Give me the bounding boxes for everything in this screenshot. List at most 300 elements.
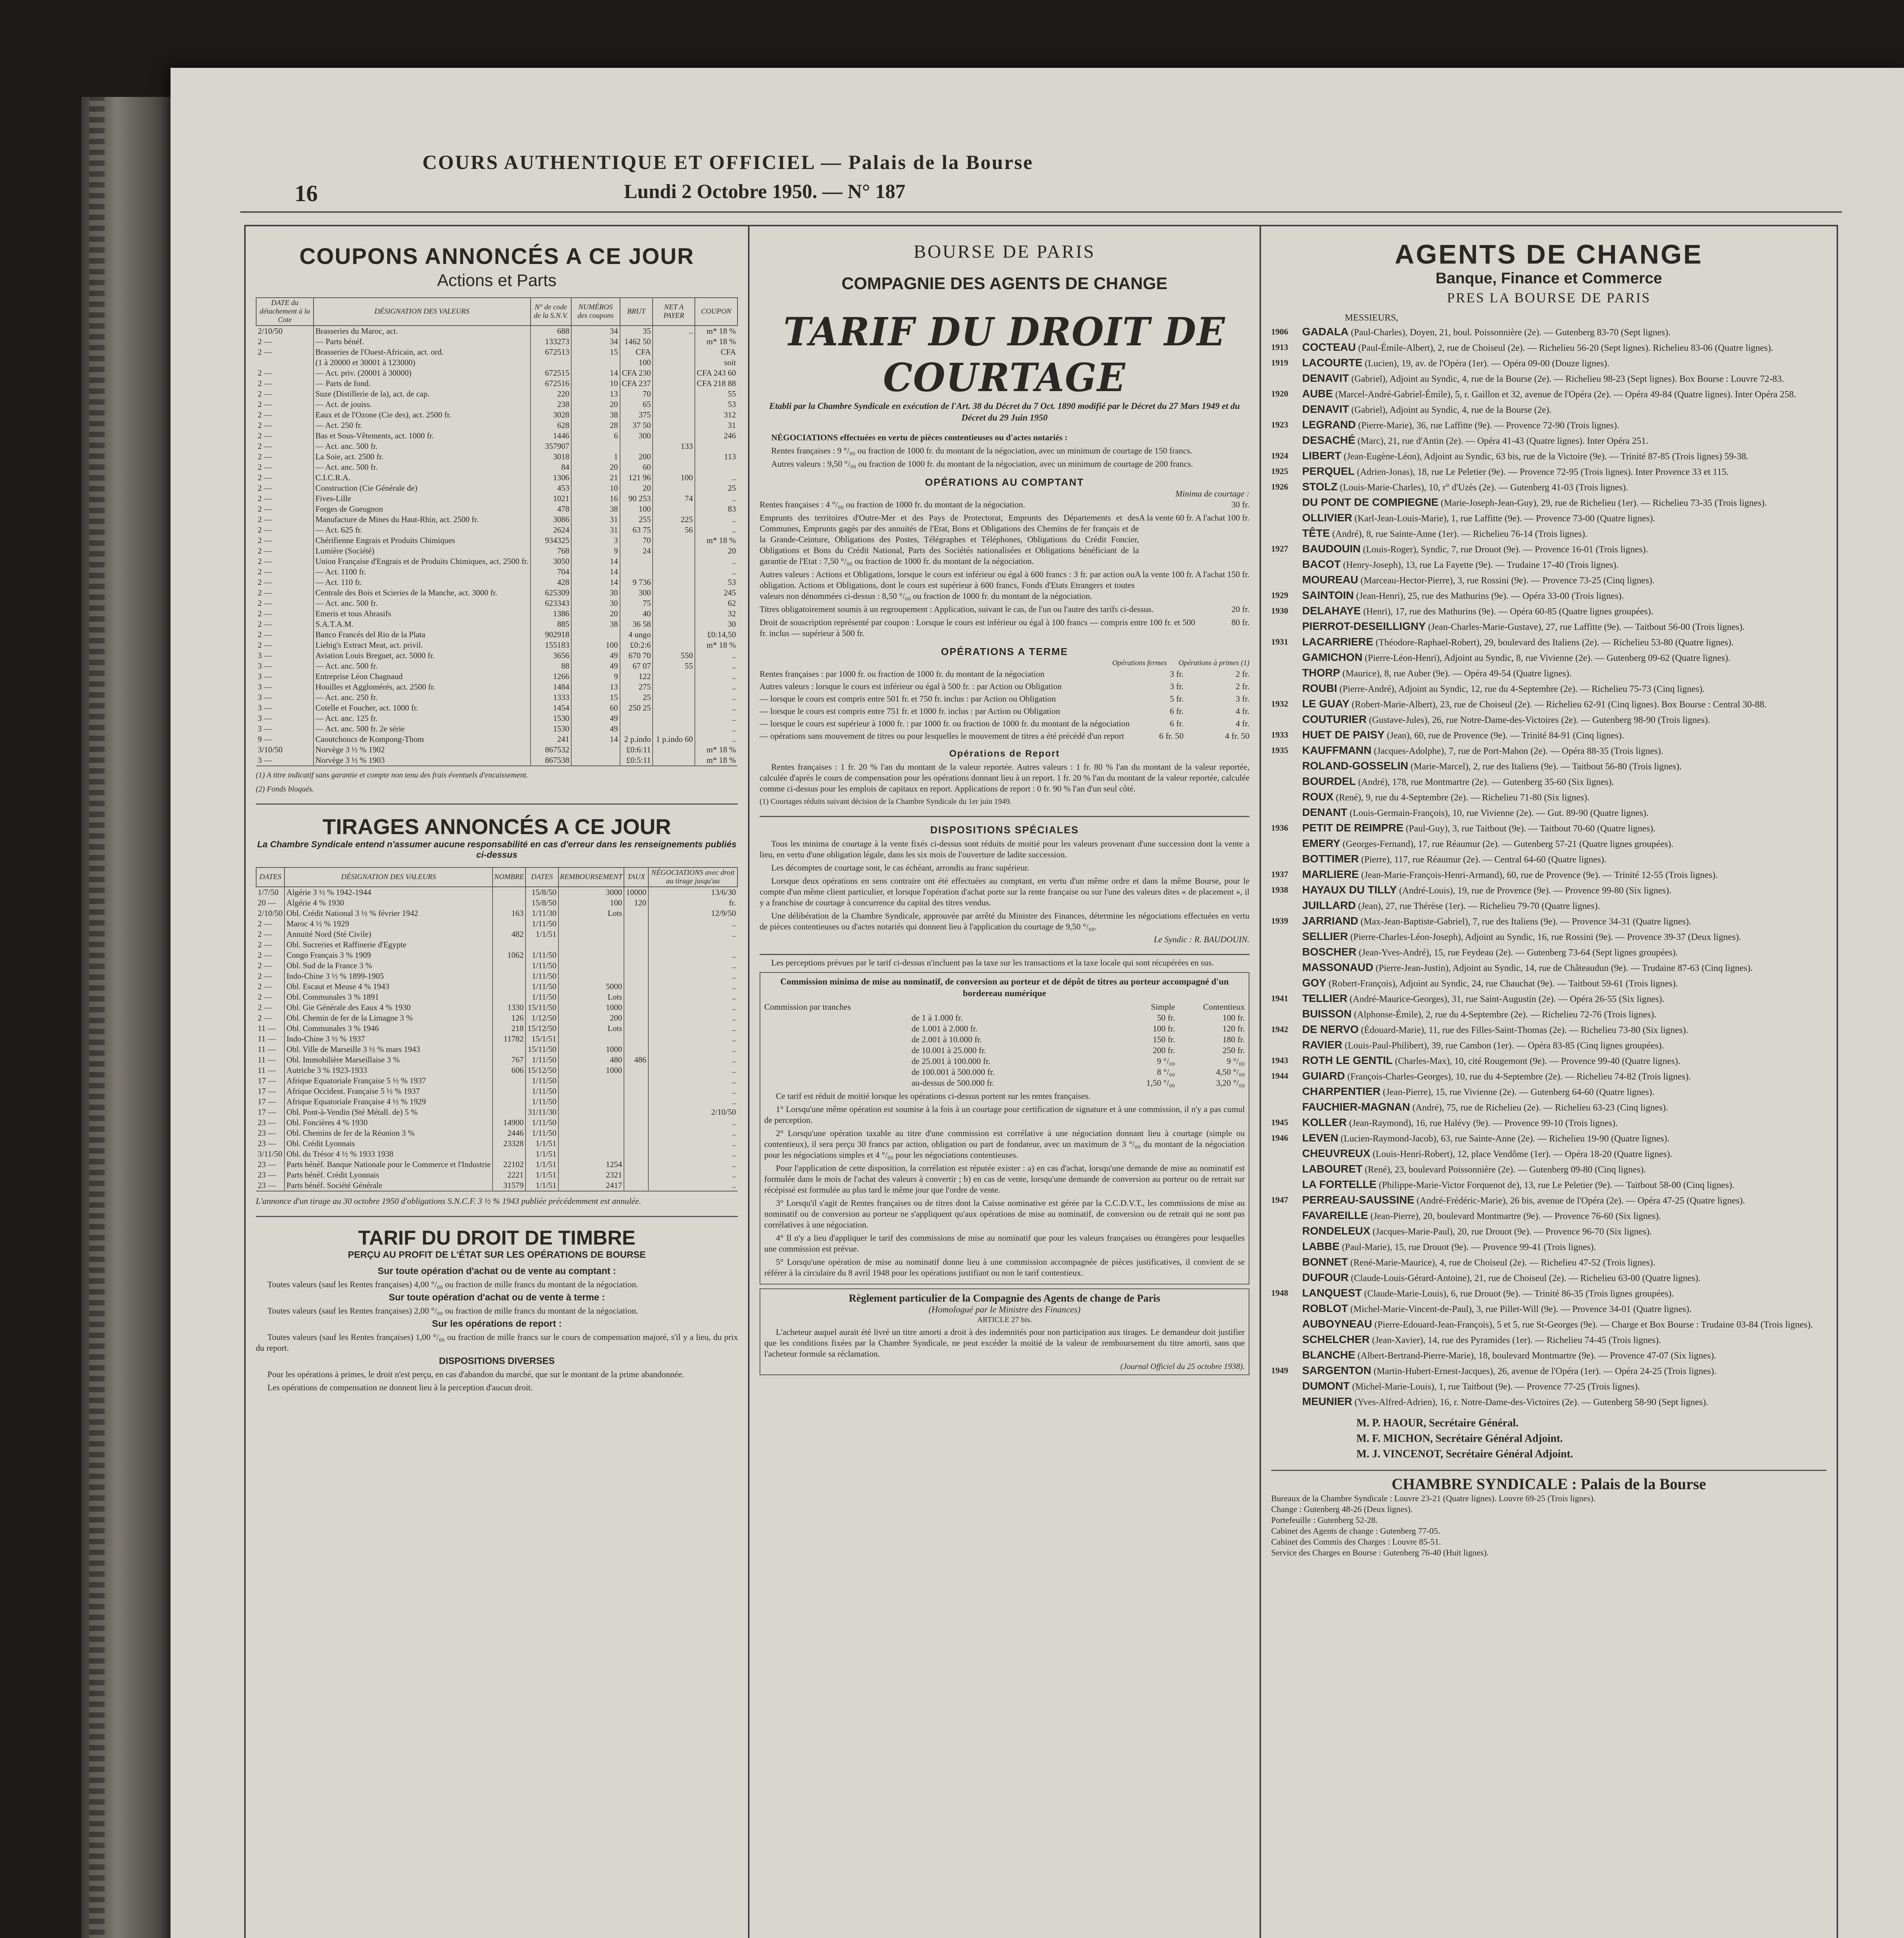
table-cell: 1254 xyxy=(558,1159,624,1170)
table-cell: 3 — xyxy=(258,703,272,712)
table-cell: 126 xyxy=(493,1013,526,1023)
agent-address: (Jean), 27, rue Thérèse (1er). — Richelieu 79-70 (Quatre lignes). xyxy=(1358,901,1600,911)
agent-details xyxy=(1302,1271,1826,1285)
table-cell xyxy=(526,940,558,950)
table-cell: 672513 xyxy=(531,347,572,357)
table-cell: .. xyxy=(653,326,694,336)
table-row xyxy=(256,960,737,971)
table-cell xyxy=(493,1097,526,1107)
table-cell: 15/12/50 xyxy=(526,1023,558,1034)
tirages-note: L'annonce d'un tirage au 30 octobre 1950 d'obligations S.N.C.F. 3 ½ % 1943 publiée précédemment est annulée. xyxy=(256,1196,641,1206)
timbre-title: TARIF DU DROIT DE TIMBRE xyxy=(358,1227,636,1249)
table-row xyxy=(256,1023,737,1034)
commission-row xyxy=(764,1067,1245,1078)
table-cell: 30 xyxy=(571,598,620,609)
table-cell: — Act. anc. 500 fr. xyxy=(314,661,531,671)
agent-year: 1927 xyxy=(1271,544,1288,553)
table-cell: 2 — xyxy=(258,578,272,587)
table-cell: 25 xyxy=(620,692,653,703)
table-cell xyxy=(558,950,624,960)
table-cell: Lots xyxy=(558,1023,624,1034)
terme-row xyxy=(760,681,1249,692)
table-cell: 1/11/50 xyxy=(526,960,558,971)
table-cell: 3028 xyxy=(531,410,572,420)
commission-values xyxy=(1129,1045,1245,1056)
table-cell: 17 — xyxy=(258,1086,276,1096)
agent-year: 1947 xyxy=(1271,1195,1288,1205)
agent-name: LANQUEST xyxy=(1302,1287,1362,1299)
table-cell: Parts bénéf. Banque Nationale pour le Commerce et l'Industrie xyxy=(284,1159,493,1170)
commission-simple-value: 200 fr. xyxy=(1153,1045,1175,1055)
minima-header-row xyxy=(760,488,1249,499)
agent-details xyxy=(1302,1209,1826,1222)
table-cell: Manufacture de Mines du Haut-Rhin, act. 2500 fr. xyxy=(314,514,531,525)
agent-details xyxy=(1302,1023,1826,1036)
table-row xyxy=(256,462,737,472)
table-row xyxy=(256,399,737,410)
commission-row xyxy=(764,1045,1245,1056)
agent-name: RAVIER xyxy=(1302,1039,1342,1051)
table-row xyxy=(256,1170,737,1180)
agent-year: 1939 xyxy=(1271,916,1288,926)
table-cell: .. xyxy=(695,661,737,671)
commission-values xyxy=(1129,1056,1245,1067)
table-cell: 31/11/30 xyxy=(526,1107,558,1117)
table-row xyxy=(256,745,737,755)
col-nego: NÉGOCIATIONS avec droit au tirage jusqu'au xyxy=(648,867,737,887)
table-cell: Lots xyxy=(558,908,624,919)
agent-name: GAMICHON xyxy=(1302,651,1363,663)
agent-name: LACOURTE xyxy=(1302,357,1363,369)
commission-range: de 2.001 à 10.000 fr. xyxy=(912,1035,982,1044)
table-cell xyxy=(653,504,694,514)
table-cell: 38 xyxy=(571,504,620,514)
agent-address: (Jean-Pierre), 15, rue Vivienne (2e). — Gutenberg 64-60 (Quatre lignes). xyxy=(1383,1087,1655,1097)
table-cell: Obl. Crédit Lyonnais xyxy=(284,1138,493,1149)
table-cell: S.A.T.A.M. xyxy=(314,619,531,629)
table-cell: 113 xyxy=(695,452,737,462)
table-cell: 670 70 xyxy=(620,650,653,661)
agent-address: (André-Maurice-Georges), 31, rue Saint-Augustin (2e). — Opéra 26-55 (Six lignes). xyxy=(1349,994,1664,1004)
agent-name: GOY xyxy=(1302,977,1327,989)
table-cell: 30 xyxy=(571,588,620,598)
table-cell xyxy=(653,671,694,682)
table-cell: .. xyxy=(695,556,737,567)
agent-year xyxy=(1271,930,1302,943)
agent-details xyxy=(1302,419,1826,432)
reglement-ref: (Journal Officiel du 25 octobre 1938). xyxy=(1120,1362,1245,1371)
table-row xyxy=(256,598,737,609)
terme-ferme-value: 5 fr. xyxy=(1170,694,1184,703)
table-cell xyxy=(624,1107,648,1117)
agent-address: (Marc), 21, rue d'Antin (2e). — Opéra 41-43 (Quatre lignes). Inter Opéra 251. xyxy=(1357,436,1648,446)
agent-entry xyxy=(1271,527,1826,540)
agent-details xyxy=(1302,1147,1826,1160)
table-cell: 2 — xyxy=(258,567,272,576)
table-cell: 11 — xyxy=(258,1066,276,1075)
table-cell: 1/11/50 xyxy=(526,1097,558,1107)
terme-ferme-value: 6 fr. xyxy=(1170,719,1184,728)
coupons-rows xyxy=(256,326,737,766)
table-cell: 218 xyxy=(493,1023,526,1034)
terme-row xyxy=(760,669,1249,679)
issue-date: Lundi 2 Octobre 1950. — N° 187 xyxy=(624,181,906,203)
table-cell: 867538 xyxy=(531,755,572,766)
report-title: Opérations de Report xyxy=(949,748,1060,759)
table-cell xyxy=(653,420,694,431)
table-cell: Obl. Ville de Marseille 3 ½ % mars 1943 xyxy=(284,1044,493,1055)
table-row xyxy=(256,981,737,992)
table-cell: Emeris et tous Abrasifs xyxy=(314,609,531,619)
commission-title: Commission minima de mise au nominatif, de conversion au porteur et de dépôt de titres au porteur accompagné d'un bordereau numérique xyxy=(780,977,1229,998)
table-cell: 25 xyxy=(695,483,737,493)
table-cell: .. xyxy=(648,1149,737,1159)
commission-contentieux: Contentieux xyxy=(1203,1002,1245,1012)
agent-entry xyxy=(1271,450,1826,463)
agent-details xyxy=(1302,1364,1826,1378)
commission-range: de 10.001 à 25.000 fr. xyxy=(912,1045,986,1055)
table-cell: 1/1/51 xyxy=(526,1149,558,1159)
table-row xyxy=(256,452,737,462)
commission-values xyxy=(1129,1067,1245,1078)
commission-values xyxy=(1129,1012,1245,1023)
table-row xyxy=(256,556,737,567)
agent-entry xyxy=(1271,651,1826,664)
table-cell: Suze (Distillerie de la), act. de cap. xyxy=(314,389,531,399)
table-cell: (1 à 20000 et 30001 à 123000) xyxy=(314,357,531,368)
table-cell: Norvège 3 ½ % 1903 xyxy=(314,755,531,766)
table-row xyxy=(256,577,737,588)
agent-details xyxy=(1302,651,1826,664)
agent-entry xyxy=(1271,1163,1826,1176)
table-cell: Obl. Communales 3 % 1946 xyxy=(284,1023,493,1034)
agent-address: (Paul-Guy), 3, rue Taitbout (9e). — Taitbout 70-60 (Quatre lignes). xyxy=(1406,824,1656,834)
agent-name: FAUCHIER-MAGNAN xyxy=(1302,1101,1410,1113)
comptant-text: Titres obligatoirement soumis à un regroupement : Application, suivant le cas, de l'un ou l'autre des tarifs ci-dessus. xyxy=(760,604,1154,614)
table-cell: 16 xyxy=(571,493,620,504)
agent-name: KAUFFMANN xyxy=(1302,744,1372,756)
agent-name: ROLAND-GOSSELIN xyxy=(1302,760,1408,772)
table-cell: 1/1/51 xyxy=(526,1159,558,1170)
agent-name: LA FORTELLE xyxy=(1302,1178,1377,1190)
table-cell xyxy=(624,1180,648,1191)
agent-details xyxy=(1302,1194,1826,1207)
agent-year xyxy=(1271,853,1302,866)
table-cell: .. xyxy=(695,734,737,745)
table-cell xyxy=(653,609,694,619)
table-cell: 2/10/50 xyxy=(258,909,283,918)
table-cell xyxy=(558,1117,624,1128)
table-row xyxy=(256,472,737,483)
agent-details xyxy=(1302,1054,1826,1067)
agent-entry xyxy=(1271,558,1826,571)
table-cell: 2 — xyxy=(258,929,272,939)
agent-address: (Lucien), 19, av. de l'Opéra (1er). — Opéra 09-00 (Douze lignes). xyxy=(1365,359,1609,369)
page-header xyxy=(171,68,1904,215)
table-cell: 100 xyxy=(620,504,653,514)
table-cell xyxy=(653,567,694,577)
table-cell: £0:14,50 xyxy=(695,629,737,640)
agent-year xyxy=(1271,1380,1302,1393)
table-cell xyxy=(624,1117,648,1128)
table-cell: 34 xyxy=(571,336,620,347)
table-cell: 2 — xyxy=(258,1013,272,1022)
table-cell xyxy=(558,940,624,950)
agent-year xyxy=(1271,1333,1302,1347)
agent-year xyxy=(1271,1101,1302,1114)
table-cell: 2 — xyxy=(258,379,272,388)
table-cell: 14900 xyxy=(493,1117,526,1128)
agent-entry xyxy=(1271,713,1826,726)
commission-list xyxy=(764,1012,1245,1088)
table-row xyxy=(256,724,737,734)
table-cell: .. xyxy=(648,929,737,940)
agent-year xyxy=(1271,713,1302,726)
table-cell xyxy=(695,441,737,452)
table-cell: 2 — xyxy=(258,546,272,555)
agent-entry xyxy=(1271,1395,1826,1409)
agent-address: (Paul-Émile-Albert), 2, rue de Choiseul (2e). — Richelieu 56-20 (Sept lignes). Richelieu 83-06 (Quatre lignes). xyxy=(1358,343,1773,353)
agent-entry xyxy=(1271,1256,1826,1269)
table-cell: 20 xyxy=(695,546,737,556)
terme-list xyxy=(760,669,1249,741)
commission-range: au-dessus de 500.000 fr. xyxy=(912,1078,994,1088)
table-cell: Obl. du Trésor 4 ½ % 1933 1938 xyxy=(284,1149,493,1159)
agent-year: 1925 xyxy=(1271,466,1288,476)
running-title: COURS AUTHENTIQUE ET OFFICIEL — Palais de la Bourse xyxy=(422,152,1034,174)
agent-entry xyxy=(1271,884,1826,897)
agent-year: 1913 xyxy=(1271,342,1288,352)
table-cell xyxy=(624,929,648,940)
column-left xyxy=(246,226,750,1938)
terme-values xyxy=(1149,693,1249,704)
table-cell: Centrale des Bois et Scieries de la Manche, act. 3000 fr. xyxy=(314,588,531,598)
agent-address: (Jacques-Marie-Paul), 20, rue Drouot (9e). — Provence 96-70 (Six lignes). xyxy=(1372,1227,1652,1237)
agent-year xyxy=(1271,1008,1302,1021)
tirages-table xyxy=(256,867,738,1191)
agent-year xyxy=(1271,806,1302,819)
table-cell: 1386 xyxy=(531,609,572,619)
agent-details xyxy=(1302,341,1826,354)
table-cell: Congo Français 3 % 1909 xyxy=(284,950,493,960)
table-cell: 100 xyxy=(653,472,694,483)
table-cell: 1446 xyxy=(531,431,572,441)
table-cell xyxy=(653,755,694,766)
terme-ferme-value: 6 fr. xyxy=(1170,706,1184,716)
table-row xyxy=(256,1149,737,1159)
table-row xyxy=(256,992,737,1002)
comptant-minimum: A la vente 60 fr. A l'achat 100 fr. xyxy=(1139,513,1249,522)
table-cell: 15/12/50 xyxy=(526,1065,558,1076)
comptant-row xyxy=(760,604,1249,615)
agent-details xyxy=(1302,992,1826,1005)
timbre-h1: Sur toute opération d'achat ou de vente au comptant : xyxy=(377,1266,616,1276)
section-divider xyxy=(760,954,1249,955)
table-row xyxy=(256,971,737,981)
table-cell xyxy=(624,971,648,981)
agent-entry xyxy=(1271,1023,1826,1036)
table-cell: — Act. 1100 fr. xyxy=(314,567,531,577)
table-cell: 245 xyxy=(695,588,737,598)
commission-simple-value: 9 °/₀₀ xyxy=(1157,1056,1175,1066)
commission-p7: 5° Lorsqu'une opération de mise au nominatif donne lieu à une commission accompagnée de pièces justificatives, il convient de se référer à la circulaire du 8 avril 1948 pour les opérations justifiant ou non le tarif contentieux. xyxy=(764,1257,1245,1278)
table-row xyxy=(256,368,737,378)
table-cell xyxy=(624,1013,648,1023)
table-cell: CFA 243 60 xyxy=(695,368,737,378)
agent-name: RONDELEUX xyxy=(1302,1225,1370,1237)
agent-details xyxy=(1302,1318,1826,1331)
table-cell xyxy=(653,588,694,598)
table-cell xyxy=(653,598,694,609)
terme-prime-value: 4 fr. xyxy=(1235,719,1249,728)
agent-name: LEVEN xyxy=(1302,1132,1339,1144)
agent-year xyxy=(1271,1240,1302,1253)
agent-name: DU PONT DE COMPIEGNE xyxy=(1302,496,1439,508)
agent-details xyxy=(1302,837,1826,850)
table-cell: Eaux et de l'Ozone (Cie des), act. 2500 fr. xyxy=(314,410,531,420)
agent-year xyxy=(1271,1256,1302,1269)
table-cell: Indo-Chine 3 ½ % 1899-1905 xyxy=(284,971,493,981)
table-cell: 20 xyxy=(620,483,653,493)
table-cell: 84 xyxy=(531,462,572,472)
table-cell: 2 — xyxy=(258,431,272,440)
table-cell: .. xyxy=(648,1023,737,1034)
table-cell: 67 07 xyxy=(620,661,653,671)
nego-autres: Autres valeurs : 9,50 °/₀₀ ou fraction de 1000 fr. du montant de la négociation, avec un minimum de courtage de 200 francs. xyxy=(771,459,1193,469)
agent-entry xyxy=(1271,791,1826,804)
table-cell: 36 58 xyxy=(620,619,653,629)
table-cell xyxy=(653,745,694,755)
agent-entry xyxy=(1271,1132,1826,1145)
table-cell: Lumière (Société) xyxy=(314,546,531,556)
agent-entry xyxy=(1271,667,1826,680)
agent-name: STOLZ xyxy=(1302,481,1338,493)
agent-address: (Jean), 60, rue de Provence (9e). — Trinité 84-91 (Cinq lignes). xyxy=(1387,731,1624,741)
table-row xyxy=(256,609,737,619)
table-cell: .. xyxy=(648,1117,737,1128)
agent-entry xyxy=(1271,1116,1826,1129)
table-cell: Aviation Louis Breguet, act. 5000 fr. xyxy=(314,650,531,661)
agent-year: 1946 xyxy=(1271,1133,1288,1143)
table-cell xyxy=(653,357,694,368)
agent-entry xyxy=(1271,1380,1826,1393)
agents-list xyxy=(1271,326,1826,1409)
agent-details xyxy=(1302,698,1826,711)
table-cell: 2624 xyxy=(531,525,572,535)
table-cell: 90 253 xyxy=(620,493,653,504)
table-cell: 5000 xyxy=(558,981,624,992)
table-cell: Caoutchoucs de Kompong-Thom xyxy=(314,734,531,745)
terme-row xyxy=(760,731,1249,741)
table-cell: 15/8/50 xyxy=(526,898,558,908)
table-cell: 1000 xyxy=(558,1065,624,1076)
agent-name: PIERROT-DESEILLIGNY xyxy=(1302,620,1426,632)
table-cell: Obl. Gie Générale des Eaux 4 % 1930 xyxy=(284,1002,493,1013)
agent-address: (Gabriel), Adjoint au Syndic, 4, rue de la Bourse (2e). — Richelieu 98-23 (Sept lignes). Box Bourse : Louvre 72-83. xyxy=(1351,374,1784,384)
table-cell: 40 xyxy=(620,609,653,619)
table-cell: soit xyxy=(695,357,737,368)
table-cell: 1/11/50 xyxy=(526,981,558,992)
content-frame xyxy=(244,225,1838,1938)
compagnie-heading: COMPAGNIE DES AGENTS DE CHANGE xyxy=(841,274,1168,293)
table-cell: 2/10/50 xyxy=(258,326,283,336)
table-row xyxy=(256,389,737,399)
table-cell: .. xyxy=(648,1013,737,1023)
table-cell: 1530 xyxy=(531,724,572,734)
table-cell: 2 — xyxy=(258,421,272,430)
table-cell: 70 xyxy=(620,389,653,399)
table-cell: 1484 xyxy=(531,682,572,692)
table-cell: Parts bénéf. Société Générale xyxy=(284,1180,493,1191)
agent-entry xyxy=(1271,1039,1826,1052)
table-cell: 1/1/51 xyxy=(526,1170,558,1180)
table-cell: 2 — xyxy=(258,441,272,451)
agent-entry xyxy=(1271,512,1826,525)
table-cell xyxy=(256,357,314,368)
table-cell: 1462 50 xyxy=(620,336,653,347)
table-cell xyxy=(653,724,694,734)
comptant-text: Emprunts des territoires d'Outre-Mer et des Pays de Protectorat, Emprunts des Départements et des Communes, Emprunts gagés par des annuités de l'Etat, Bons et Obligations des Chemins de fer français et de la Grande-Ceinture, Obligations des Postes, Télégraphes et Téléphones, Obligations du Crédit Foncier, Obligations et Bons du Crédit National, Parts des Sociétés nationalisées et Obligations bénéficiant de la garantie de l'Etat : 7,50 °/₀₀ ou fraction de 1000 fr. du montant de la négociation. xyxy=(760,513,1139,566)
table-cell xyxy=(695,462,737,472)
agent-details xyxy=(1302,1302,1826,1316)
agent-details xyxy=(1302,682,1826,695)
agent-name: EMERY xyxy=(1302,837,1341,849)
agent-address: (Jean-Yves-André), 15, rue Feydeau (2e). — Gutenberg 73-64 (Sept lignes groupées). xyxy=(1359,948,1678,958)
table-cell xyxy=(558,1097,624,1107)
table-cell: 15/1/51 xyxy=(526,1034,558,1044)
agent-details xyxy=(1302,729,1826,742)
table-cell: 120 xyxy=(624,898,648,908)
table-cell: 200 xyxy=(620,452,653,462)
agent-details xyxy=(1302,357,1826,370)
agent-year xyxy=(1271,1039,1302,1052)
agent-name: HUET DE PAISY xyxy=(1302,729,1385,741)
table-cell: .. xyxy=(695,713,737,724)
coupons-table xyxy=(256,297,738,766)
table-cell: 10000 xyxy=(624,887,648,898)
table-cell xyxy=(624,1065,648,1076)
terme-values xyxy=(1149,669,1249,679)
agent-entry xyxy=(1271,1209,1826,1222)
col-taux: TAUX xyxy=(624,867,648,887)
comptant-text: Droit de souscription représenté par coupon : Lorsque le cours est inférieur ou égal à 100 francs — compris entre 100 fr. et 500 fr. inclus — supérieur à 500 fr. xyxy=(760,617,1195,638)
table-cell: 2 — xyxy=(258,919,272,928)
table-cell: Autriche 3 % 1923-1933 xyxy=(284,1065,493,1076)
courtage-title: TARIF DU DROIT DE COURTAGE xyxy=(783,309,1226,400)
table-row xyxy=(256,703,737,713)
terme-values xyxy=(1149,681,1249,692)
table-cell xyxy=(653,399,694,410)
table-cell: Brasseries de l'Ouest-Africain, act. ord. xyxy=(314,347,531,357)
header-rule xyxy=(240,211,1842,213)
agent-details xyxy=(1302,1070,1826,1083)
table-cell: 20 xyxy=(571,462,620,472)
table-cell: — Act. de jouiss. xyxy=(314,399,531,410)
agent-entry xyxy=(1271,1054,1826,1067)
terme-col-primes: Opérations à primes (1) xyxy=(1178,659,1249,667)
agent-address: (Jean-Xavier), 14, rue des Pyramides (1er). — Richelieu 74-45 (Trois lignes). xyxy=(1372,1335,1661,1345)
agent-details xyxy=(1302,372,1826,385)
table-cell: 3 — xyxy=(258,693,272,702)
comptant-minimum: 80 fr. xyxy=(1231,617,1249,627)
table-cell xyxy=(653,336,694,347)
column-middle xyxy=(750,226,1261,1938)
agent-entry xyxy=(1271,341,1826,354)
agent-entry xyxy=(1271,729,1826,742)
table-cell: 2 — xyxy=(258,462,272,472)
reglement-text: L'acheteur auquel aurait été livré un titre amorti a droit à des indemnités pour non participation aux tirages. Le demandeur doit justifier que les conditions fixées par la Chambre Syndicale, ne peut excéder la moitié de la valeur de remboursement du titre amorti, sans que l'acheteur formule sa réclamation. xyxy=(764,1327,1245,1359)
table-cell: 768 xyxy=(531,546,572,556)
